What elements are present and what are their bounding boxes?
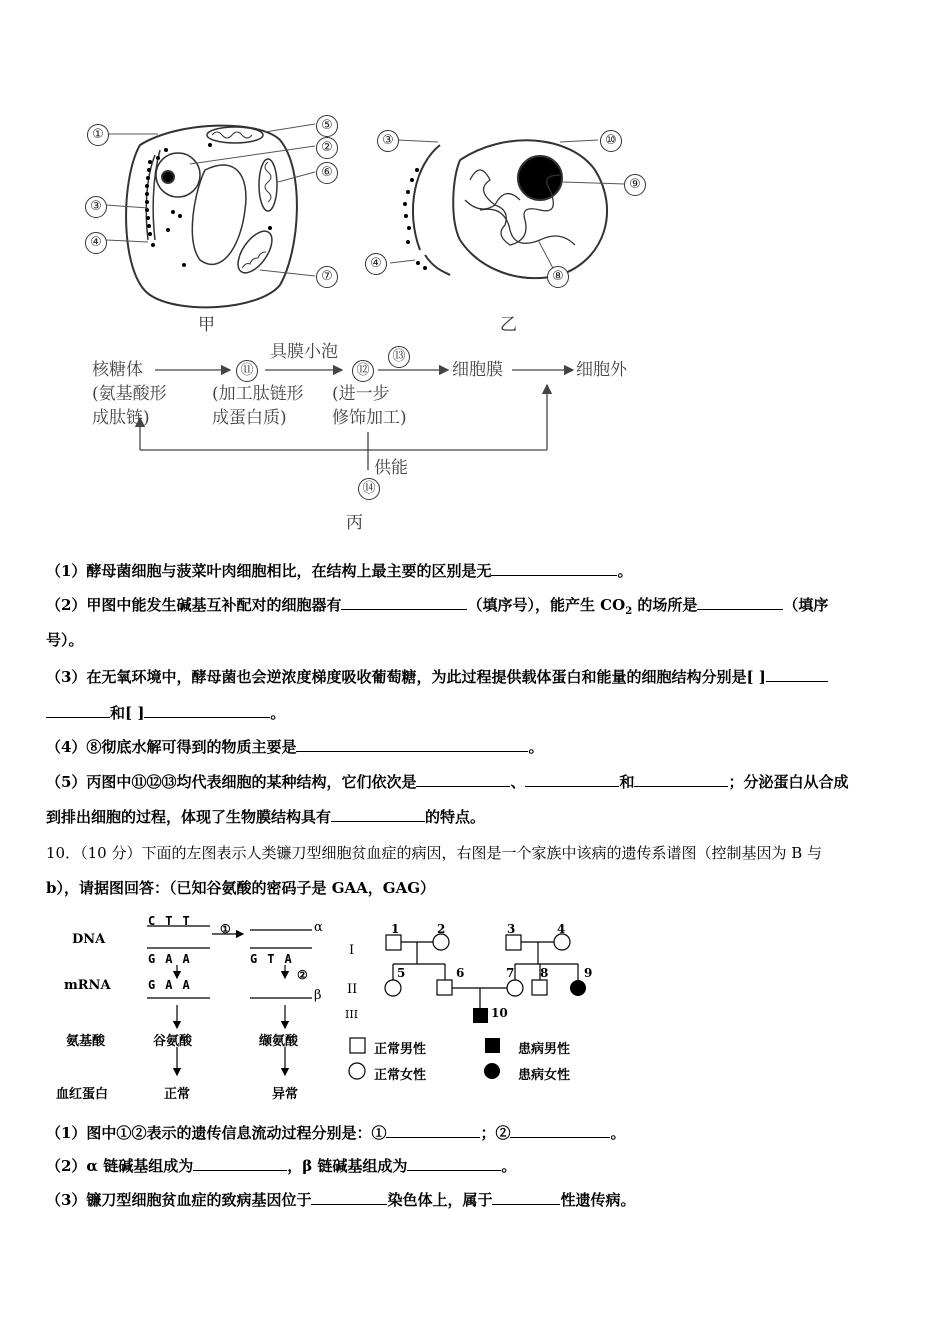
- row-amino-acid: 氨基酸: [66, 1034, 106, 1049]
- q9-5-blank-c[interactable]: [634, 770, 728, 787]
- ped-id-3: 3: [507, 922, 516, 936]
- flow-n12-note1: (进一步: [332, 384, 390, 404]
- ped-id-8: 8: [540, 966, 549, 980]
- q9-1: （1）酵母菌细胞与菠菜叶肉细胞相比，在结构上最主要的区别是无 。: [46, 559, 632, 582]
- ped-id-1: 1: [391, 922, 400, 936]
- q10-3-blank-b[interactable]: [492, 1188, 560, 1205]
- q9-5-blank-b[interactable]: [525, 770, 619, 787]
- gen-I: I: [349, 943, 355, 958]
- flow-ribosome-note1: (氨基酸形: [92, 384, 167, 404]
- hb-left: 正常: [164, 1087, 191, 1102]
- gen-III: III: [345, 1008, 359, 1021]
- flow-ribosome: 核糖体: [92, 360, 143, 380]
- step1-label: ①: [220, 922, 231, 936]
- label-2: ②: [316, 137, 338, 159]
- caption-yi: 乙: [500, 315, 517, 335]
- caption-jia: 甲: [198, 315, 215, 335]
- cell-diagrams: [60, 100, 660, 340]
- q9-2-cont: 号）。: [46, 631, 84, 649]
- aa-right: 缬氨酸: [259, 1034, 299, 1049]
- flow-n11-note1: (加工肽链形: [212, 384, 304, 404]
- q10-3: （3）镰刀型细胞贫血症的致病基因位于 染色体上，属于 性遗传病。: [46, 1188, 635, 1211]
- label-13: ⑬: [388, 346, 410, 368]
- flow-vesicle: 具膜小泡: [270, 342, 338, 362]
- q9-2-blank-b[interactable]: [697, 593, 783, 610]
- q9-1-blank[interactable]: [491, 559, 617, 576]
- q9-3-blank-a2[interactable]: [46, 701, 110, 718]
- q10-1-blank-b[interactable]: [510, 1121, 610, 1138]
- cell-jia: [126, 126, 297, 308]
- gen-II: II: [347, 982, 358, 997]
- q10-intro-1: 10．（10 分）下面的左图表示人类镰刀型细胞贫血症的病因，右图是一个家族中该病的遗传系谱图（控制基因为 B 与: [46, 844, 823, 862]
- ped-id-7: 7: [506, 966, 515, 980]
- label-6: ⑥: [316, 162, 338, 184]
- label-9: ⑨: [624, 174, 646, 196]
- q9-2-blank-a[interactable]: [341, 593, 467, 610]
- yi-ribosome-dots: [403, 168, 427, 270]
- label-14: ⑭: [358, 478, 380, 500]
- ped-id-6: 6: [456, 966, 465, 980]
- ped-id-5: 5: [397, 966, 406, 980]
- row-mrna: mRNA: [64, 978, 111, 993]
- q9-3-cont: 和[ ] 。: [46, 701, 285, 724]
- row-hemoglobin: 血红蛋白: [56, 1087, 109, 1102]
- q9-2: （2）甲图中能发生碱基互补配对的细胞器有 （填序号），能产生 $CO_2$ 的场所是 （填序: [46, 593, 828, 623]
- legend-affected-male: 患病男性: [518, 1042, 571, 1057]
- row-dna: DNA: [72, 932, 106, 947]
- ped-id-10: 10: [491, 1006, 508, 1020]
- legend-normal-male: 正常男性: [374, 1042, 427, 1057]
- label-7: ⑦: [316, 266, 338, 288]
- flow-outside: 细胞外: [576, 360, 627, 380]
- alpha-label: α: [314, 920, 323, 935]
- label-10: ⑩: [600, 130, 622, 152]
- dna-top-strand: CTT: [148, 914, 200, 928]
- q9-3-blank-b[interactable]: [144, 701, 270, 718]
- label-11: ⑪: [236, 360, 258, 382]
- label-3: ③: [85, 196, 107, 218]
- mutant-strand: GTA: [250, 952, 302, 966]
- q10-3-blank-a[interactable]: [311, 1188, 387, 1205]
- q9-3: （3）在无氧环境中，酵母菌也会逆浓度梯度吸收葡萄糖，为此过程提供载体蛋白和能量的细胞结构分别是[ ]: [46, 665, 828, 688]
- pedigree-chart: [340, 918, 610, 1088]
- label-8: ⑧: [547, 266, 569, 288]
- label-4: ④: [85, 232, 107, 254]
- q9-3-blank-a[interactable]: [766, 665, 828, 682]
- q10-2: （2）α 链碱基组成为 ，β 链碱基组成为 。: [46, 1154, 516, 1177]
- q9-5: （5）丙图中⑪⑫⑬均代表细胞的某种结构，它们依次是 、 和 ；分泌蛋白从合成: [46, 770, 849, 793]
- legend-normal-female: 正常女性: [374, 1068, 427, 1083]
- cell-yi: [413, 140, 607, 278]
- caption-bing: 丙: [346, 513, 363, 533]
- label-5: ⑤: [316, 115, 338, 137]
- dna-bottom-strand: GAA: [148, 952, 200, 966]
- flow-n12-note2: 修饰加工): [332, 408, 407, 428]
- step2-label: ②: [297, 968, 308, 982]
- beta-label: β: [314, 988, 322, 1003]
- flow-n11-note2: 成蛋白质): [212, 408, 287, 428]
- q10-1: （1）图中①②表示的遗传信息流动过程分别是：① ；② 。: [46, 1121, 625, 1144]
- q10-2-blank-b[interactable]: [407, 1154, 501, 1171]
- mrna-left: GAA: [148, 978, 200, 992]
- leader-lines-yi: [390, 140, 625, 272]
- label-3b: ③: [377, 130, 399, 152]
- aa-left: 谷氨酸: [153, 1034, 193, 1049]
- q9-5-blank-d[interactable]: [331, 805, 425, 822]
- ped-id-4: 4: [557, 922, 566, 936]
- flow-energy: 供能: [374, 458, 408, 478]
- q9-5-cont: 到排出细胞的过程，体现了生物膜结构具有 的特点。: [46, 805, 485, 828]
- ped-id-9: 9: [584, 966, 593, 980]
- ped-id-2: 2: [437, 922, 446, 936]
- q9-4-blank[interactable]: [296, 735, 528, 752]
- q10-2-blank-a[interactable]: [193, 1154, 287, 1171]
- q10-intro-2: b），请据图回答：（已知谷氨酸的密码子是 GAA，GAG）: [46, 879, 436, 897]
- q10-1-blank-a[interactable]: [386, 1121, 480, 1138]
- flow-membrane: 细胞膜: [452, 360, 503, 380]
- label-4b: ④: [365, 253, 387, 275]
- label-1: ①: [87, 124, 109, 146]
- legend-affected-female: 患病女性: [518, 1068, 571, 1083]
- label-12: ⑫: [352, 360, 374, 382]
- q9-4: （4）⑧彻底水解可得到的物质主要是 。: [46, 735, 543, 758]
- q9-5-blank-a[interactable]: [416, 770, 510, 787]
- hb-right: 异常: [272, 1087, 299, 1102]
- flow-ribosome-note2: 成肽链): [92, 408, 150, 428]
